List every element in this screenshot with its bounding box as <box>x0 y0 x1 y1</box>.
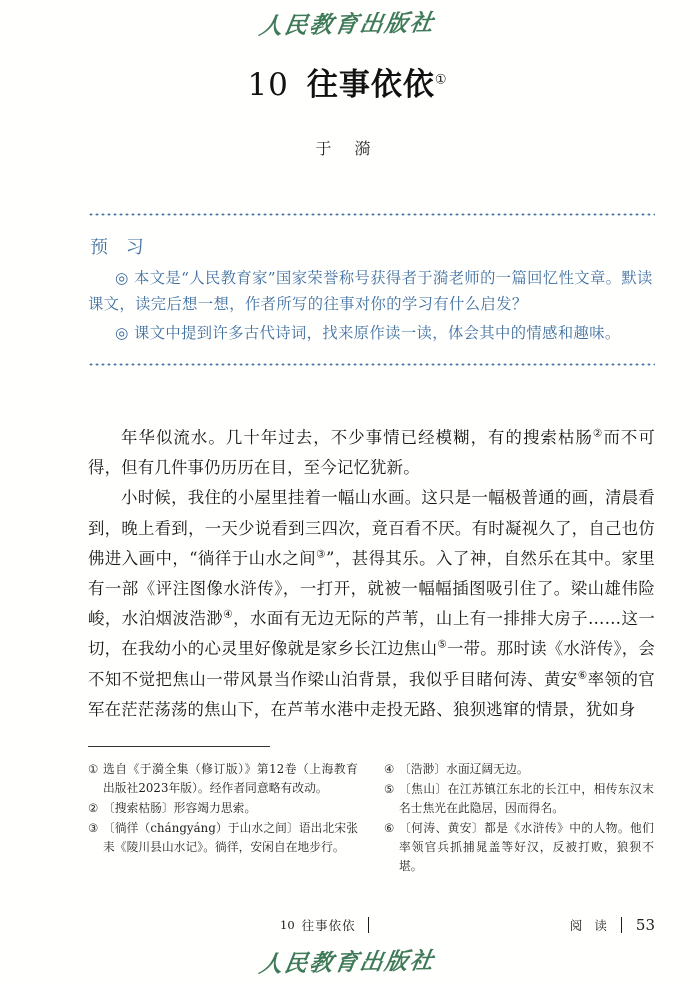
footnote-item <box>384 819 654 876</box>
paragraph-1 <box>88 423 655 483</box>
paragraph-2-segment: 率领的官军在茫茫荡荡的焦山下，在芦苇水港中走投无路、狼狈逃窜的情景，犹如身 <box>88 669 655 719</box>
footnote-item <box>384 780 654 818</box>
footnote-ref-5: ⑤ <box>437 638 447 651</box>
paragraph-2-segment: 小时候，我住的小屋里挂着一幅山水画。这只是一幅极普通的画，清晨看到，晚上看到，一天少说看到三四次，竟百看不厌。有时凝视久了，自己也仿佛进入画中，“徜徉于山水之间 <box>88 488 655 568</box>
author-name: 于 漪 <box>315 138 380 158</box>
footnote-marker: ② <box>88 800 99 815</box>
title-footnote-marker: ① <box>434 72 448 88</box>
footer-section-label: 阅 读 <box>569 918 611 933</box>
preview-top-divider <box>88 213 655 216</box>
lesson-number: 10 <box>247 67 289 103</box>
preview-section <box>88 213 655 366</box>
footer-chapter-name: 往事依依 <box>301 918 356 933</box>
footnote-item <box>88 760 358 798</box>
preview-item: ◎ 本文是“人民教育家”国家荣誉称号获得者于漪老师的一篇回忆性文章。默读课文，读完后想一想，作者所写的往事对你的学习有什么启发？ <box>88 269 653 314</box>
footnote-ref-6: ⑥ <box>577 669 588 682</box>
page-number: 53 <box>635 916 655 934</box>
paragraph-1-prefix: 年华似流水。几十年过去，不少事情已经模糊，有的搜索枯肠 <box>121 428 593 447</box>
footnote-text: 选自《于漪全集（修订版）》第12卷（上海教育出版社2023年版）。经作者同意略有改动。 <box>103 762 358 795</box>
footnote-column-left <box>88 760 358 877</box>
footnote-text: 〔浩渺〕水面辽阔无边。 <box>399 762 529 776</box>
footnote-ref-4: ④ <box>223 608 234 621</box>
footer-divider <box>621 917 622 933</box>
page-footer <box>88 916 655 934</box>
footnote-text: 〔何涛、黄安〕都是《水浒传》中的人物。他们率领官兵抓捕晁盖等好汉，反被打败，狼狈不堪。 <box>399 820 654 873</box>
publisher-watermark-bottom: 人民教育出版社 <box>257 947 438 978</box>
footnote-item <box>88 799 358 818</box>
preview-bottom-divider <box>88 363 655 366</box>
footer-chapter <box>280 916 369 934</box>
footnotes <box>88 760 655 877</box>
preview-heading: 预 习 <box>90 237 150 258</box>
body-text <box>88 423 655 725</box>
publisher-watermark-top: 人民教育出版社 <box>257 9 438 40</box>
footnote-marker: ⑥ <box>384 820 395 835</box>
paragraph-2-segment: 一带。那时读《水浒传》，会不知不觉把焦山一带风景当作梁山泊背景，我似乎目睹何涛、黄安 <box>88 639 656 689</box>
footnote-marker: ⑤ <box>384 781 395 796</box>
footnote-text: 〔搜索枯肠〕形容竭力思索。 <box>103 800 257 815</box>
paragraph-1-suffix: 而不可得，但有几件事仍历历在目，至今记忆犹新。 <box>88 428 655 478</box>
paragraph-2-segment: ”，甚得其乐。入了神，自然乐在其中。家里有一部《评注图像水浒传》，一打开，就被一幅幅插图吸引住了。梁山雄伟险峻，水泊烟波浩渺 <box>88 548 655 629</box>
footer-divider <box>368 917 369 933</box>
lesson-title-text: 往事依依 <box>306 67 435 103</box>
footer-chapter-number: 10 <box>280 918 295 932</box>
page-title <box>0 66 695 105</box>
footnote-ref-3: ③ <box>316 548 326 561</box>
footnote-text: 〔徜徉（chángyáng）于山水之间〕语出北宋张耒《陵川县山水记》。徜徉，安闲自在地步行。 <box>103 820 358 854</box>
footnote-item <box>384 760 654 779</box>
paragraph-2 <box>88 483 655 725</box>
footnote-text: 〔焦山〕在江苏镇江东北的长江中，相传东汉末名士焦光在此隐居，因而得名。 <box>399 781 654 815</box>
footer-section-group <box>570 916 655 934</box>
preview-item: ◎ 课文中提到许多古代诗词，找来原作读一读，体会其中的情感和趣味。 <box>115 323 621 342</box>
footnote-divider <box>88 746 270 747</box>
footnote-marker: ④ <box>384 762 395 776</box>
paragraph-2-segment: ，水面有无边无际的芦苇，山上有一排排大房子……这一切，在我幼小的心灵里好像就是家乡长江边焦山 <box>88 609 655 659</box>
footnote-column-right <box>384 760 654 877</box>
footnote-marker: ① <box>88 762 99 776</box>
footnote-marker: ③ <box>88 820 99 835</box>
footnote-ref-2: ② <box>592 427 604 440</box>
title-block <box>0 66 695 159</box>
footnote-item <box>88 819 358 857</box>
